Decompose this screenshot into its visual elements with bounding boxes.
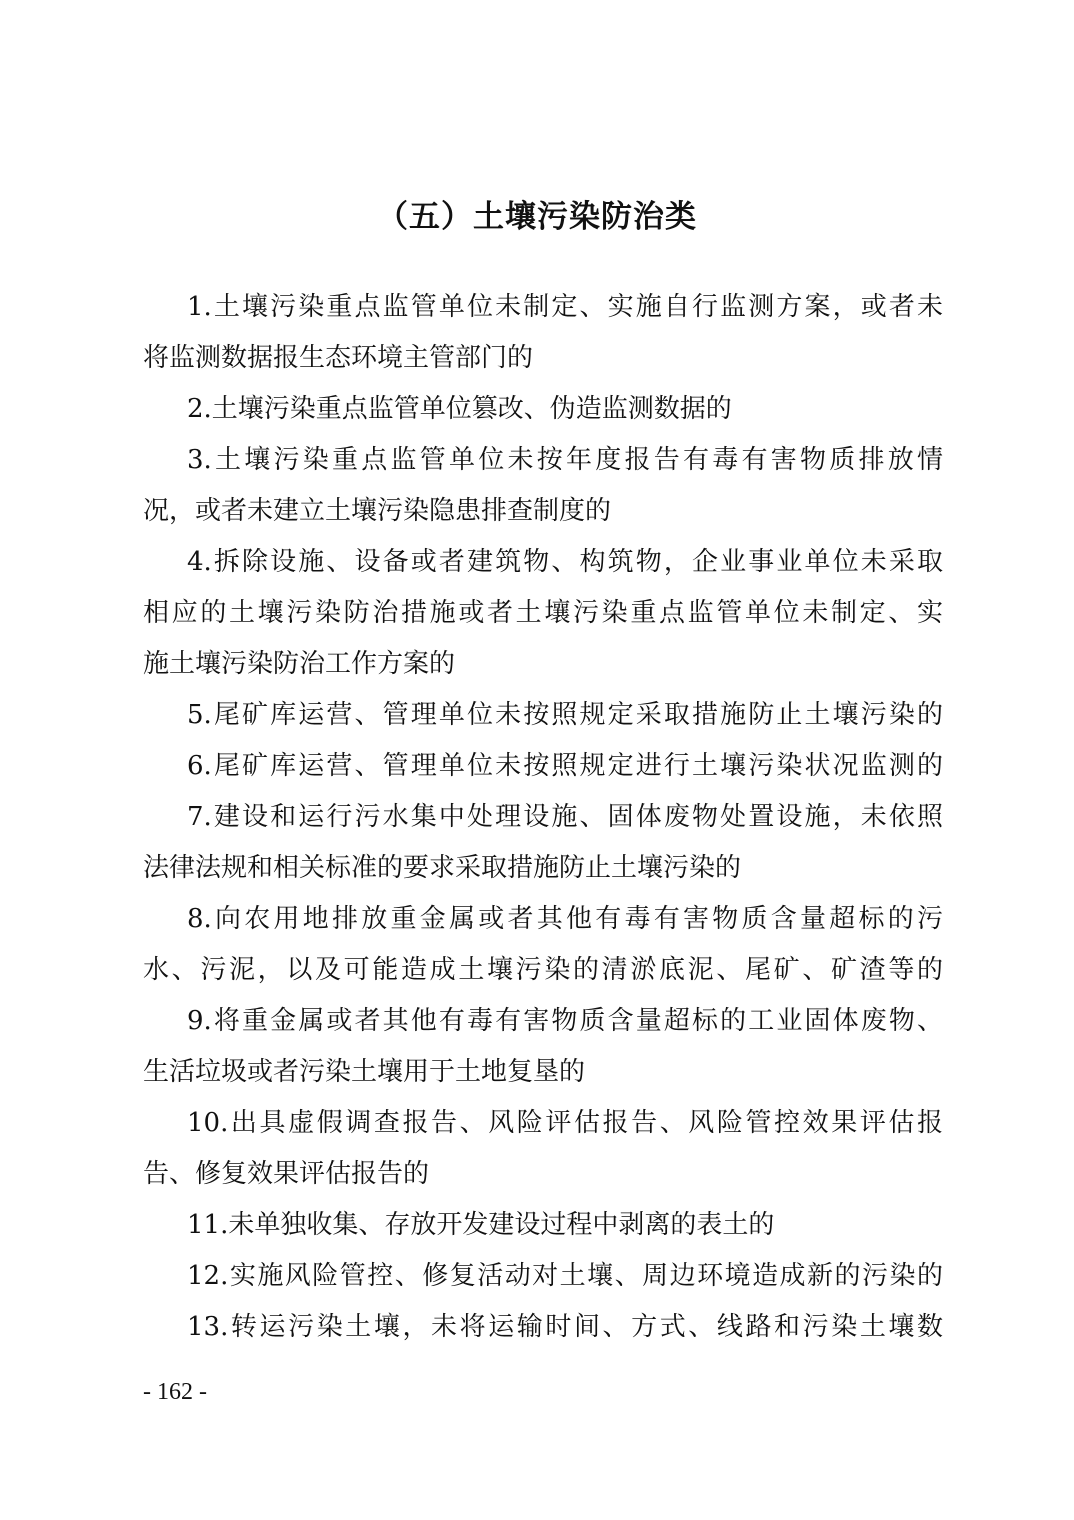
item-4-line-2: 相应的土壤污染防治措施或者土壤污染重点监管单位未制定、实 bbox=[143, 598, 943, 628]
item-1-line-2: 将监测数据报生态环境主管部门的 bbox=[143, 343, 534, 373]
item-9-line-2: 生活垃圾或者污染土壤用于土地复垦的 bbox=[143, 1057, 586, 1087]
section-title: （五）土壤污染防治类 bbox=[377, 199, 697, 235]
item-list bbox=[143, 282, 943, 1353]
item-3-line-2: 况，或者未建立土壤污染隐患排查制度的 bbox=[143, 496, 612, 526]
page-number: - 162 - bbox=[143, 1379, 207, 1405]
item-1-line-1: 1.土壤污染重点监管单位未制定、实施自行监测方案，或者未 bbox=[187, 292, 943, 322]
item-4-line-3: 施土壤污染防治工作方案的 bbox=[143, 649, 456, 679]
item-7-line-2: 法律法规和相关标准的要求采取措施防止土壤污染的 bbox=[143, 853, 742, 883]
item-13-line-1: 13.转运污染土壤，未将运输时间、方式、线路和污染土壤数 bbox=[187, 1312, 943, 1342]
item-10-line-1: 10.出具虚假调查报告、风险评估报告、风险管控效果评估报 bbox=[187, 1108, 943, 1138]
item-5-line-1: 5.尾矿库运营、管理单位未按照规定采取措施防止土壤污染的 bbox=[187, 700, 943, 730]
item-11-line-1: 11.未单独收集、存放开发建设过程中剥离的表土的 bbox=[187, 1210, 775, 1240]
item-8-line-2: 水、污泥，以及可能造成土壤污染的清淤底泥、尾矿、矿渣等的 bbox=[143, 955, 943, 985]
item-8-line-1: 8.向农用地排放重金属或者其他有毒有害物质含量超标的污 bbox=[187, 904, 943, 934]
item-7-line-1: 7.建设和运行污水集中处理设施、固体废物处置设施，未依照 bbox=[187, 802, 943, 832]
item-4-line-1: 4.拆除设施、设备或者建筑物、构筑物，企业事业单位未采取 bbox=[187, 547, 943, 577]
item-2-line-1: 2.土壤污染重点监管单位篡改、伪造监测数据的 bbox=[187, 394, 732, 424]
item-10-line-2: 告、修复效果评估报告的 bbox=[143, 1159, 430, 1189]
item-3-line-1: 3.土壤污染重点监管单位未按年度报告有毒有害物质排放情 bbox=[187, 445, 943, 475]
item-12-line-1: 12.实施风险管控、修复活动对土壤、周边环境造成新的污染的 bbox=[187, 1261, 943, 1291]
item-6-line-1: 6.尾矿库运营、管理单位未按照规定进行土壤污染状况监测的 bbox=[187, 751, 943, 781]
item-9-line-1: 9.将重金属或者其他有毒有害物质含量超标的工业固体废物、 bbox=[187, 1006, 943, 1036]
